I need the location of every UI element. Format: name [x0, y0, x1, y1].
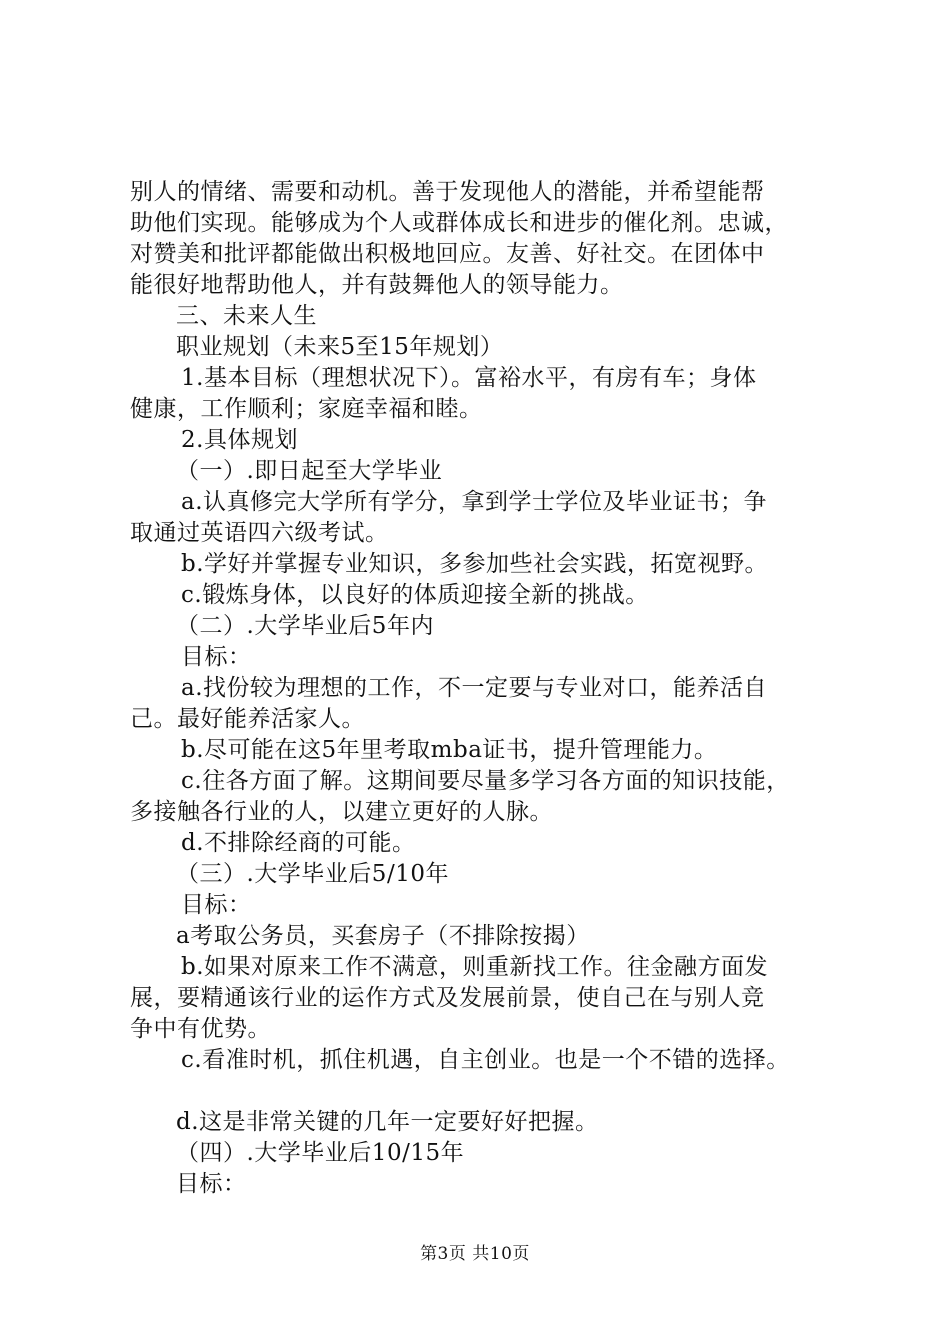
page-number: 第3页 共10页 [420, 1244, 530, 1264]
paragraph-line: 己。最好能养活家人。 [130, 706, 365, 732]
blank-line [130, 1076, 840, 1107]
goal-label: 目标： [176, 1171, 247, 1197]
paragraph-line: 1.基本目标（理想状况下）。富裕水平，有房有车；身体 [181, 365, 757, 391]
paragraph-line: b.如果对原来工作不满意，则重新找工作。往金融方面发 [181, 954, 769, 980]
paragraph-line: 健康，工作顺利；家庭幸福和睦。 [130, 396, 483, 422]
stage-heading: （一）.即日起至大学毕业 [176, 458, 443, 484]
paragraph-line: b.尽可能在这5年里考取mba证书，提升管理能力。 [181, 737, 718, 763]
subsection-heading: 职业规划（未来5至15年规划） [176, 334, 504, 360]
paragraph-line: 2.具体规划 [181, 427, 298, 453]
paragraph-line: 对赞美和批评都能做出积极地回应。友善、好社交。在团体中 [130, 241, 765, 267]
paragraph-line: 展，要精通该行业的运作方式及发展前景，使自己在与别人竞 [130, 985, 765, 1011]
document-body [130, 177, 840, 1200]
goal-label: 目标： [181, 644, 252, 670]
paragraph-line: c.锻炼身体，以良好的体质迎接全新的挑战。 [181, 582, 649, 608]
stage-heading: （三）.大学毕业后5/10年 [176, 861, 449, 887]
paragraph-line: d.不排除经商的可能。 [181, 830, 416, 856]
paragraph-line: a考取公务员，买套房子（不排除按揭） [176, 923, 590, 949]
paragraph-line: 多接触各行业的人，以建立更好的人脉。 [130, 799, 553, 825]
paragraph-line: a.认真修完大学所有学分，拿到学士学位及毕业证书；争 [181, 489, 768, 515]
paragraph-line: a.找份较为理想的工作，不一定要与专业对口，能养活自 [181, 675, 768, 701]
paragraph-line: b.学好并掌握专业知识，多参加些社会实践，拓宽视野。 [181, 551, 769, 577]
paragraph-line: 能很好地帮助他人，并有鼓舞他人的领导能力。 [130, 272, 624, 298]
stage-heading: （四）.大学毕业后10/15年 [176, 1140, 465, 1166]
section-heading: 三、未来人生 [176, 303, 317, 329]
goal-label: 目标： [181, 892, 252, 918]
paragraph-line: c.往各方面了解。这期间要尽量多学习各方面的知识技能， [181, 768, 790, 794]
paragraph-line: 别人的情绪、需要和动机。善于发现他人的潜能，并希望能帮 [130, 179, 765, 205]
paragraph-line: 取通过英语四六级考试。 [130, 520, 389, 546]
paragraph-line: 争中有优势。 [130, 1016, 271, 1042]
paragraph-line: c.看准时机，抓住机遇，自主创业。也是一个不错的选择。 [181, 1047, 790, 1073]
stage-heading: （二）.大学毕业后5年内 [176, 613, 434, 639]
paragraph-line: 助他们实现。能够成为个人或群体成长和进步的催化剂。忠诚， [130, 210, 788, 236]
page-footer [0, 1243, 950, 1265]
paragraph-line: d.这是非常关键的几年一定要好好把握。 [176, 1109, 599, 1135]
